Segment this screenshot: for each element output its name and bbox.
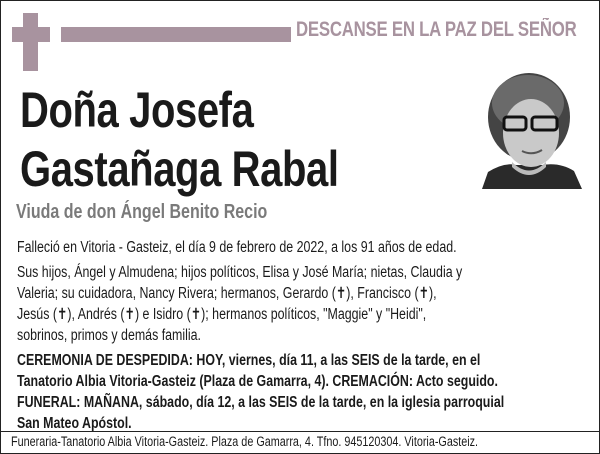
header-bar bbox=[61, 27, 291, 42]
family-line: Jesús (✝), Andrés (✝) e Isidro (✝); hermanos políticos, "Maggie" y "Heidi", bbox=[17, 306, 427, 323]
portrait-photo bbox=[474, 67, 584, 189]
header-tagline: DESCANSE EN LA PAZ DEL SEÑOR bbox=[296, 18, 577, 41]
funeral-line: FUNERAL: MAÑANA, sábado, día 12, a las SEIS de la tarde, en la iglesia parroquial bbox=[17, 394, 505, 411]
family-line: sobrinos, primos y demás familia. bbox=[17, 327, 201, 344]
ceremony-line: Tanatorio Albia Vitoria-Gasteiz (Plaza de Gamarra, 4). CREMACIÓN: Acto seguido. bbox=[17, 373, 498, 390]
funeral-home-footer: Funeraria-Tanatorio Albia Vitoria-Gasteiz. Plaza de Gamarra, 4. Tfno. 945120304. Vitoria-Gasteiz. bbox=[11, 434, 479, 449]
deceased-name-line1: Doña Josefa bbox=[20, 82, 254, 138]
family-line: Sus hijos, Ángel y Almudena; hijos políticos, Elisa y José María; nietas, Claudia y bbox=[17, 264, 463, 281]
notice-body bbox=[17, 237, 561, 434]
family-line: Valeria; su cuidadora, Nancy Rivera; hermanos, Gerardo (✝), Francisco (✝), bbox=[17, 285, 437, 302]
footer-divider bbox=[1, 431, 599, 432]
deceased-name-line2: Gastañaga Rabal bbox=[20, 141, 339, 197]
cross-icon-arm bbox=[12, 27, 50, 42]
death-line: Falleció en Vitoria - Gasteiz, el día 9 de febrero de 2022, a los 91 años de edad. bbox=[17, 239, 457, 256]
funeral-line: San Mateo Apóstol. bbox=[17, 415, 132, 432]
subtitle: Viuda de don Ángel Benito Recio bbox=[16, 201, 268, 223]
ceremony-line: CEREMONIA DE DESPEDIDA: HOY, viernes, día 11, a las SEIS de la tarde, en el bbox=[17, 352, 481, 369]
cross-icon bbox=[23, 13, 38, 71]
